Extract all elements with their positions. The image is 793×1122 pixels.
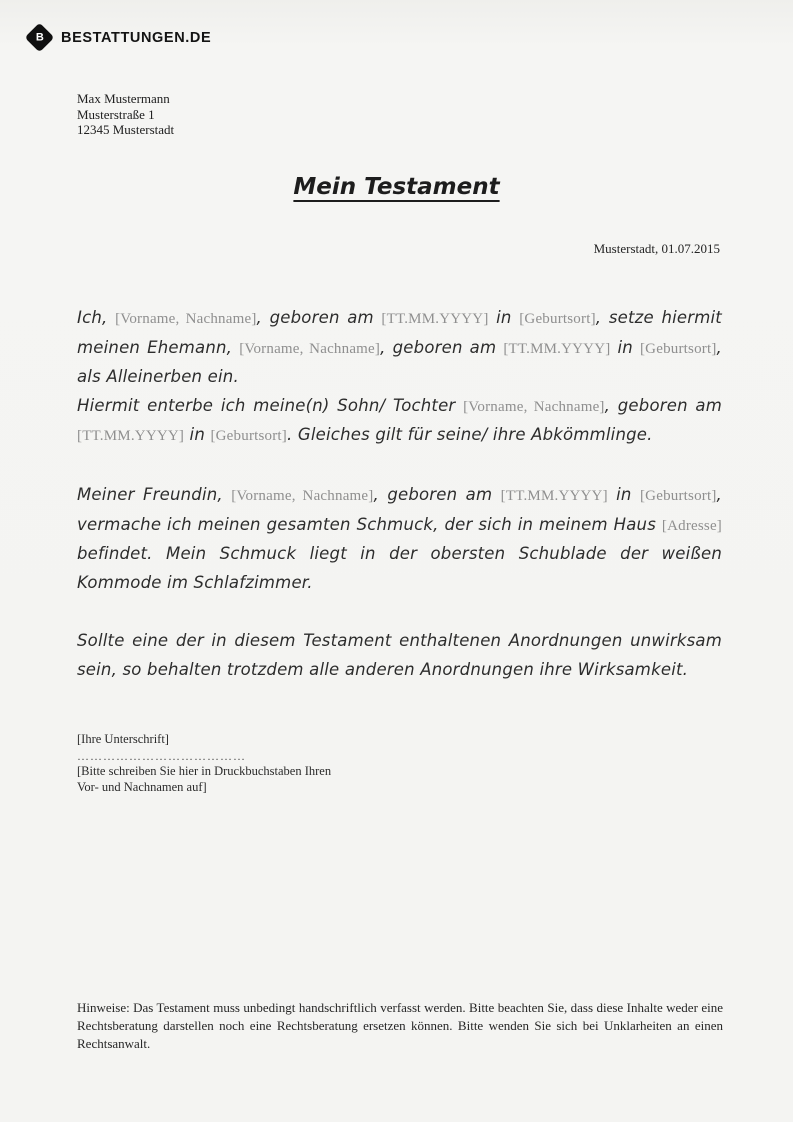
body-text: in bbox=[488, 308, 520, 327]
body-text: Hiermit enterbe ich meine(n) Sohn/ Tochter bbox=[77, 395, 464, 415]
brand-header bbox=[30, 28, 211, 47]
body-text: Ich, bbox=[77, 308, 116, 327]
sender-street: Musterstraße 1 bbox=[77, 106, 155, 122]
body-text: , geboren am bbox=[373, 484, 501, 504]
body-text: , geboren am bbox=[604, 395, 722, 415]
placeholder-field: [Adresse] bbox=[661, 517, 722, 534]
body-text: Sollte eine der in diesem Testament enthaltenen Anordnungen unwirksam sein, so behalten trotzdem alle anderen Anordnungen ihre Wirksamkeit. bbox=[77, 631, 722, 679]
document-body bbox=[77, 304, 722, 715]
placeholder-field: [TT.MM.YYYY] bbox=[381, 311, 489, 327]
body-text: , als Alleinerben ein. bbox=[77, 337, 722, 387]
paragraph-bequest bbox=[77, 481, 722, 597]
brand-name: BESTATTUNGEN.DE bbox=[61, 29, 212, 46]
brand-logo-letter: B bbox=[35, 30, 44, 43]
body-text: , vermache ich meinen gesamten Schmuck, der sich in meinem Haus bbox=[77, 484, 722, 534]
signature-placeholder: [Ihre Unterschrift] bbox=[77, 732, 169, 746]
body-text: . Gleiches gilt für seine/ ihre Abkömmlinge. bbox=[287, 425, 653, 445]
body-text: befindet. Mein Schmuck liegt in der obersten Schublade der weißen Kommode im Schlafzimmer. bbox=[77, 544, 722, 592]
signature-note-line2: Vor- und Nachnamen auf] bbox=[77, 779, 207, 794]
signature-note-line1: [Bitte schreiben Sie hier in Druckbuchstaben Ihren bbox=[77, 764, 332, 778]
body-block-3 bbox=[77, 627, 722, 684]
signature-section bbox=[77, 732, 331, 795]
body-block-1 bbox=[77, 304, 722, 451]
brand-logo-icon bbox=[26, 24, 53, 51]
placeholder-field: [TT.MM.YYYY] bbox=[77, 428, 185, 445]
footer-disclaimer: Hinweise: Das Testament muss unbedingt handschriftlich verfasst werden. Bitte beachten Sie, dass diese Inhalte weder eine Rechtsberatung darstellen noch eine Rechtsberatung ersetzen können. Bitte wenden Sie sich bei Unklarheiten an einen Rechtsanwalt. bbox=[77, 1000, 723, 1051]
sender-address bbox=[77, 91, 174, 138]
placeholder-field: [Geburtsort] bbox=[210, 428, 287, 445]
paragraph-inheritance bbox=[77, 304, 722, 392]
placeholder-field: [Vorname, Nachname] bbox=[463, 398, 605, 415]
body-text: , geboren am bbox=[256, 308, 382, 327]
sender-city: 12345 Musterstadt bbox=[77, 122, 175, 137]
body-text: , geboren am bbox=[380, 337, 504, 357]
body-text: Meiner Freundin, bbox=[77, 484, 232, 504]
sender-name: Max Mustermann bbox=[77, 91, 170, 106]
placeholder-field: [Geburtsort] bbox=[639, 487, 717, 504]
placeholder-field: [TT.MM.YYYY] bbox=[500, 487, 608, 504]
body-text: in bbox=[184, 425, 211, 445]
placeholder-field: [Geburtsort] bbox=[519, 311, 596, 327]
body-text: in bbox=[607, 484, 640, 504]
paragraph-severability bbox=[77, 627, 722, 684]
document-title: Mein Testament bbox=[293, 174, 500, 200]
placeholder-field: [Vorname, Nachname] bbox=[115, 311, 257, 327]
placeholder-field: [Vorname, Nachname] bbox=[239, 340, 381, 357]
body-text: in bbox=[610, 337, 640, 357]
placeholder-field: [Geburtsort] bbox=[639, 340, 717, 357]
placeholder-field: [Vorname, Nachname] bbox=[231, 487, 374, 504]
body-block-2 bbox=[77, 481, 722, 597]
body-text: , setze hiermit meinen Ehemann, bbox=[77, 308, 722, 357]
paragraph-disinheritance bbox=[77, 392, 722, 451]
signature-dotted-line: ………………………………… bbox=[77, 748, 246, 763]
placeholder-field: [TT.MM.YYYY] bbox=[503, 340, 611, 357]
title-row bbox=[0, 174, 793, 200]
date-line: Musterstadt, 01.07.2015 bbox=[593, 241, 720, 256]
